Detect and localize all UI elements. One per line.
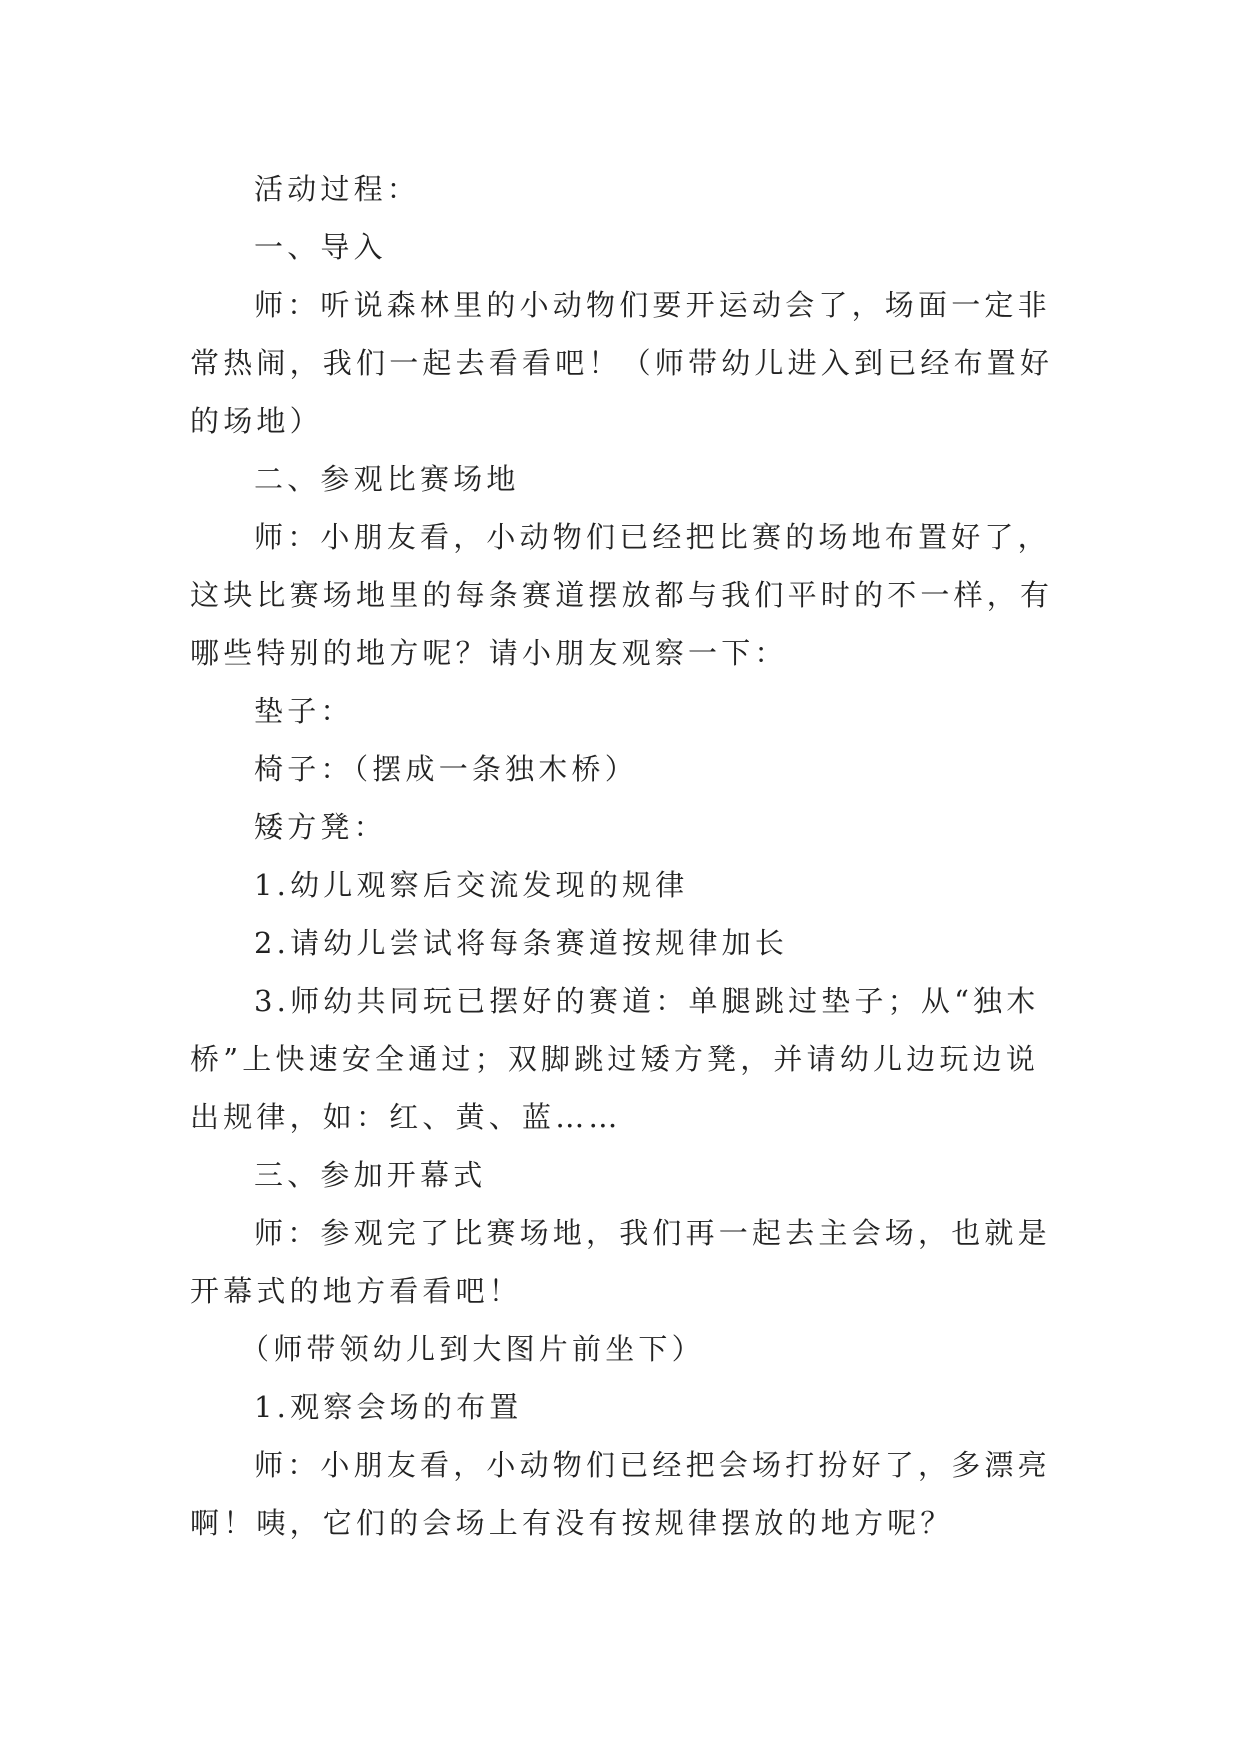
- stage-direction: （师带领幼儿到大图片前坐下）: [240, 1332, 705, 1366]
- paragraph-line: 哪些特别的地方呢？请小朋友观察一下：: [190, 636, 788, 670]
- document-body: [190, 160, 1054, 1552]
- section-heading-visit-venue: 二、参观比赛场地: [254, 462, 520, 496]
- paragraph-line: 的场地）: [190, 404, 323, 438]
- list-item-stool: 矮方凳：: [254, 810, 387, 844]
- paragraph-line: 师：听说森林里的小动物们要开运动会了，场面一定非: [254, 288, 1051, 322]
- section-heading-opening-ceremony: 三、参加开幕式: [254, 1158, 487, 1192]
- paragraph-line: 啊！咦，它们的会场上有没有按规律摆放的地方呢？: [190, 1506, 954, 1540]
- list-item-chair: 椅子：（摆成一条独木桥）: [254, 752, 638, 786]
- section-heading-introduction: 一、导入: [254, 230, 387, 264]
- paragraph-line: 开幕式的地方看看吧！: [190, 1274, 523, 1308]
- paragraph-line: 桥”上快速安全通过；双脚跳过矮方凳，并请幼儿边玩边说: [190, 1042, 1040, 1076]
- paragraph-line: 常热闹，我们一起去看看吧！（师带幼儿进入到已经布置好: [190, 346, 1054, 380]
- paragraph-line: 师：小朋友看，小动物们已经把会场打扮好了，多漂亮: [254, 1448, 1051, 1482]
- paragraph-line: 师：小朋友看，小动物们已经把比赛的场地布置好了，: [254, 520, 1051, 554]
- numbered-item: 1.观察会场的布置: [254, 1390, 523, 1424]
- paragraph-line: 师：参观完了比赛场地，我们再一起去主会场，也就是: [254, 1216, 1051, 1250]
- numbered-item: 3.师幼共同玩已摆好的赛道：单腿跳过垫子；从“独木: [254, 984, 1040, 1018]
- list-item-mat: 垫子：: [254, 694, 354, 728]
- paragraph-line: 这块比赛场地里的每条赛道摆放都与我们平时的不一样，有: [190, 578, 1054, 612]
- paragraph-line: 出规律，如：红、黄、蓝……: [190, 1100, 622, 1134]
- section-heading-activity-process: 活动过程：: [254, 172, 421, 206]
- numbered-item: 1.幼儿观察后交流发现的规律: [254, 868, 689, 902]
- numbered-item: 2.请幼儿尝试将每条赛道按规律加长: [254, 926, 789, 960]
